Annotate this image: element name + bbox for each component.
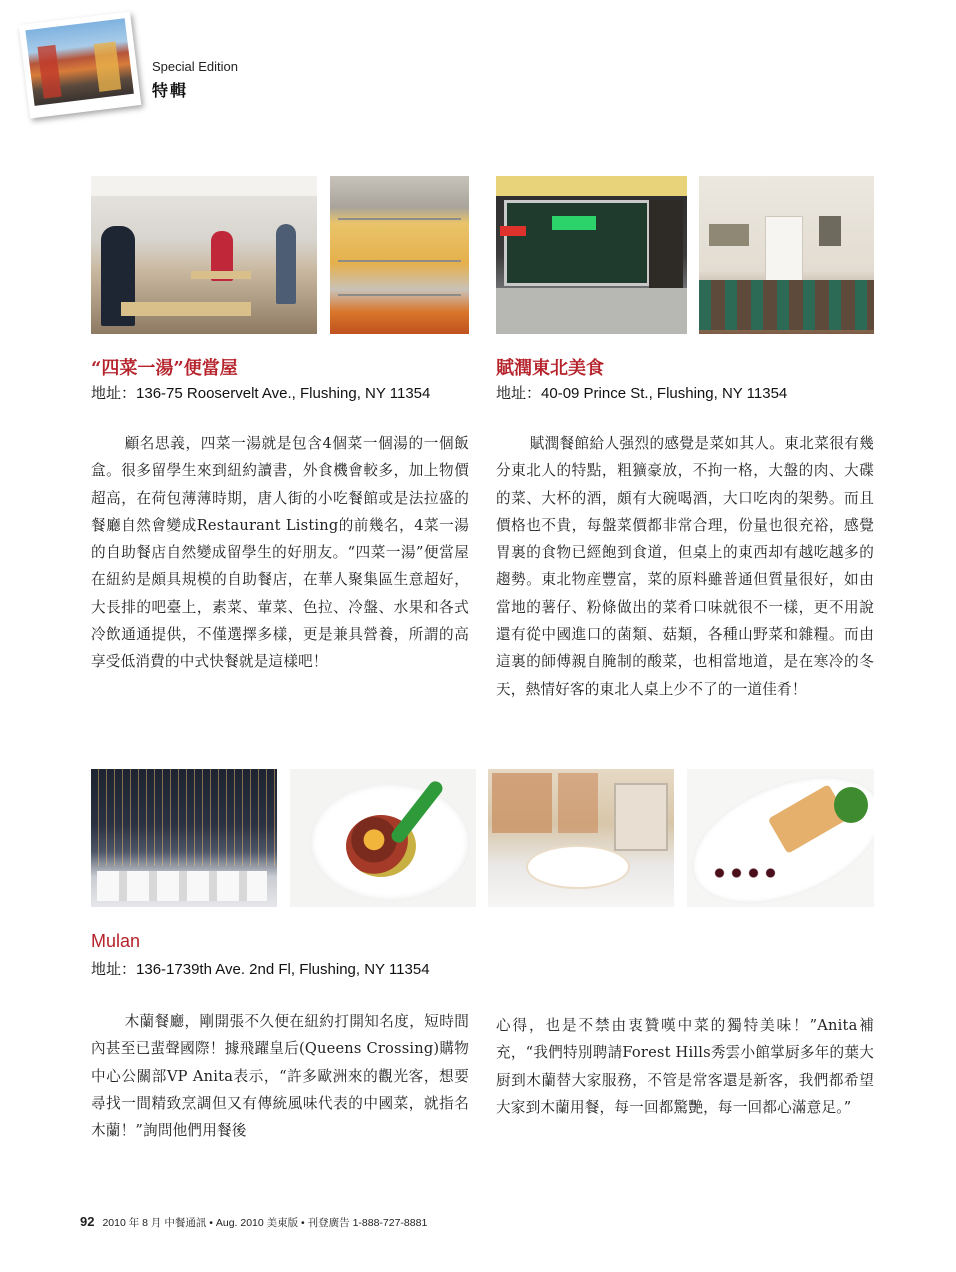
chinatown-street-image [25,18,134,106]
section-address-sicai [91,382,430,403]
chinatown-photo-thumbnail [19,12,142,119]
edition-label: Special Edition [152,59,238,74]
address-label: 地址： [496,384,542,402]
address-label: 地址： [91,384,137,402]
section-address-mulan [91,958,430,979]
restaurant-storefront-photo [496,176,687,334]
address-label: 地址： [91,960,137,978]
section-body-sicai [91,430,469,676]
section-title-sicai: “四菜一湯”便當屋 [91,358,238,379]
mulan-banquet-table-photo [488,769,674,907]
body-paragraph: 木蘭餐廳，剛開張不久便在紐約打開知名度，短時間內甚至已蜚聲國際！據飛躍皇后(Queens Crossing)購物中心公關部VP Anita表示，“許多歐洲來的觀光客，想要尋找一間精致烹調但又有傳統風味代表的中國菜，就指名木蘭！”詢問他們用餐後 [91,1013,469,1140]
section-title-furun: 賦潤東北美食 [496,358,604,379]
edition-label-cn: 特輯 [152,81,189,100]
section-body-mulan-right [496,1012,874,1121]
section-title-mulan: Mulan [91,931,141,951]
address-value: 40-09 Prince St., Flushing, NY 11354 [541,385,788,402]
mulan-pineapple-dish-photo [290,769,476,907]
section-address-furun [496,382,787,403]
body-paragraph: 心得，也是不禁由衷贊嘆中菜的獨特美味！”Anita補充，“我們特別聘請Forest Hills秀雲小館掌厨多年的葉大厨到木蘭替大家服務，不管是常客還是新客，我們都希望大家到木蘭用餐，每一回都驚艷，每一回都心滿意足。” [496,1017,874,1116]
address-value: 136-1739th Ave. 2nd Fl, Flushing, NY 11354 [136,961,430,978]
page-footer [80,1214,427,1230]
body-paragraph: 賦潤餐館給人强烈的感覺是菜如其人。東北菜很有幾分東北人的特點，粗獷豪放，不拘一格，大盤的肉、大碟的菜、大杯的酒，頗有大碗喝酒，大口吃肉的架勢。而且價格也不貴，每盤菜價都非常合理，份量也很充裕，感覺胃裏的食物已經飽到食道，但桌上的東西却有越吃越多的趨勢。東北物産豐富，菜的原料雖普通但質量很好，如由當地的薯仔、粉條做出的菜肴口味就很不一樣，更不用說還有從中國進口的菌類、菇類，各種山野菜和雜糧。而由這裏的師傅親自腌制的酸菜，也相當地道，是在寒冷的冬天，熱情好客的東北人桌上少不了的一道佳肴！ [496,435,874,698]
mulan-dining-hall-photo [91,769,277,907]
section-body-mulan-left [91,1008,469,1144]
address-value: 136-75 Rooservelt Ave., Flushing, NY 11354 [136,385,431,402]
buffet-dining-room-photo [91,176,317,334]
body-paragraph: 顧名思義，四菜一湯就是包含4個菜一個湯的一個飯盒。很多留學生來到紐約讀書，外食機會較多，加上物價超高，在荷包薄薄時期，唐人街的小吃餐館或是法拉盛的餐廳自然會變成Restaurant Listing的前幾名，4菜一湯的自助餐店自然變成留學生的好朋友。“四菜一湯”便當屋在紐約是頗具規模的自助餐店，在華人聚集區生意超好，大長排的吧臺上，素菜、葷菜、色拉、冷盤、水果和各式冷飲通通提供，不僅選擇多樣，更是兼具營養，所謂的高享受低消費的中式快餐就是這樣吧！ [91,435,469,671]
page-number: 92 [80,1214,95,1229]
mulan-plated-dish-photo [687,769,874,907]
footer-text: 2010 年 8 月 中餐通訊 • Aug. 2010 美東版 • 刊登廣告 1-888-727-8881 [102,1217,428,1229]
restaurant-interior-photo [699,176,874,334]
section-body-furun [496,430,874,703]
buffet-food-trays-photo [330,176,469,334]
